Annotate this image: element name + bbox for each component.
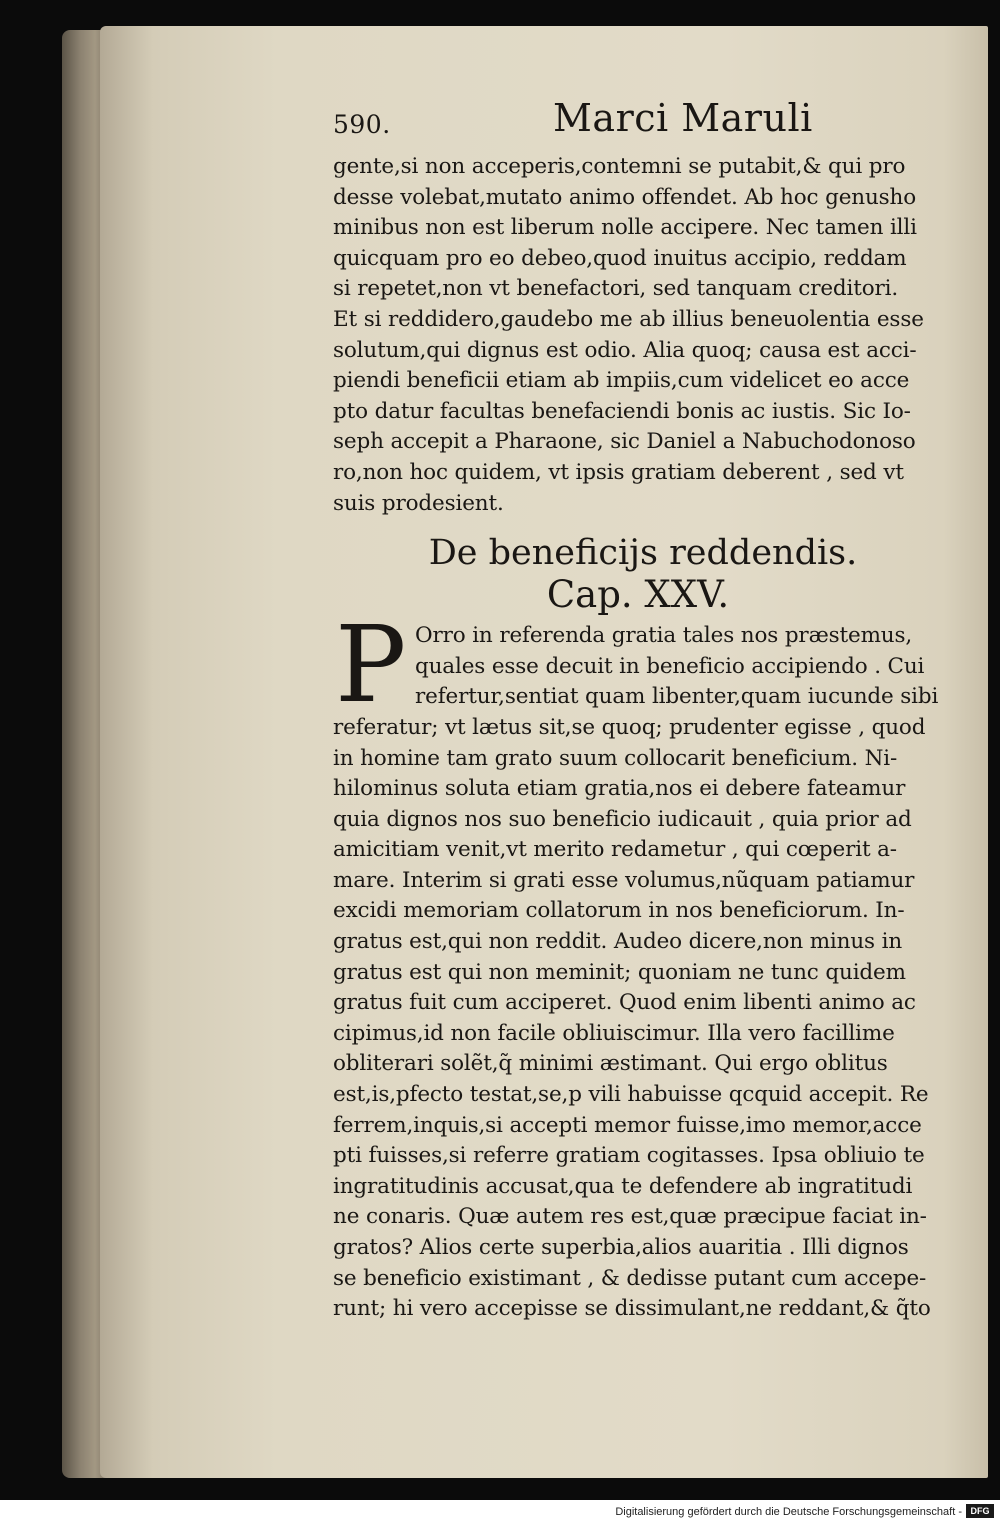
text-line: seph accepit a Pharaone, sic Daniel a Nabuchodonoso xyxy=(333,429,916,455)
text-line: ferrem,inquis,si accepti memor fuisse,imo memor,acce xyxy=(333,1112,922,1138)
text-line: gratus est,qui non reddit. Audeo dicere,non minus in xyxy=(333,929,903,955)
text-line: quicquam pro eo debeo,quod inuitus accipio, reddam xyxy=(333,245,907,271)
text-line: piendi beneficii etiam ab impiis,cum videlicet eo acce xyxy=(333,368,910,394)
text-line: desse volebat,mutato animo offendet. Ab hoc genusho xyxy=(333,184,917,210)
text-line: amicitiam venit,vt merito redametur , qui cœperit a- xyxy=(333,837,897,863)
text-line: excidi memoriam collatorum in nos beneficiorum. In- xyxy=(333,898,905,924)
text-line: referatur; vt lætus sit,se quoq; prudenter egisse , quod xyxy=(333,714,926,740)
drop-cap: P xyxy=(335,603,407,727)
text-line: solutum,qui dignus est odio. Alia quoq; causa est acci- xyxy=(333,337,917,363)
text-line: quia dignos nos suo beneficio iudicauit , quia prior ad xyxy=(333,806,912,832)
text-line: gratos? Alios certe superbia,alios auaritia . Illi dignos xyxy=(333,1235,909,1260)
text-line: est,is,pfecto testat,se,p vili habuisse qcquid accepit. Re xyxy=(333,1082,929,1108)
text-line: gratus est qui non meminit; quoniam ne tunc quidem xyxy=(333,959,906,985)
text-line: hilominus soluta etiam gratia,nos ei debere fateamur xyxy=(333,776,906,802)
text-line: mare. Interim si grati esse volumus,nũquam patiamur xyxy=(333,867,915,893)
text-line: quales esse decuit in beneficio accipiendo . Cui xyxy=(415,653,925,679)
text-line: Orro in referenda gratia tales nos præstemus, xyxy=(415,623,913,649)
footer-credit: Digitalisierung gefördert durch die Deutsche Forschungsgemeinschaft - xyxy=(615,1506,962,1518)
text-line: Et si reddidero,gaudebo me ab illius beneuolentia esse xyxy=(333,306,924,332)
text-line: ne conaris. Quæ autem res est,quæ præcipue faciat in- xyxy=(333,1204,927,1230)
text-line: suis prodesient. xyxy=(333,490,504,516)
text-line: ro,non hoc quidem, vt ipsis gratiam deberent , sed vt xyxy=(333,459,904,485)
running-title: Marci Maruli xyxy=(553,96,813,140)
chapter-title: De beneficijs reddendis. xyxy=(428,533,858,574)
text-line: in homine tam grato suum collocarit beneficium. Ni- xyxy=(333,745,898,771)
text-line: si repetet,non vt benefactori, sed tanquam creditori. xyxy=(333,276,899,302)
text-line: pti fuisses,si referre gratiam cogitasses. Ipsa obliuio te xyxy=(333,1143,925,1169)
chapter-number: Cap. XXV. xyxy=(546,573,730,617)
text-line: pto datur facultas benefaciendi bonis ac iustis. Sic Io- xyxy=(333,398,911,424)
footer-bar xyxy=(0,1500,1000,1524)
text-block xyxy=(333,96,973,1325)
text-line: gente,si non acceperis,contemni se putabit,& qui pro xyxy=(333,154,906,179)
chapter-body xyxy=(333,603,973,1325)
text-line: minibus non est liberum nolle accipere. Nec tamen illi xyxy=(333,215,917,241)
dfg-logo-icon: DFG xyxy=(966,1504,994,1518)
text-line: ingratitudinis accusat,qua te defendere ab ingratitudi xyxy=(333,1173,913,1199)
body-text xyxy=(333,152,973,519)
text-line: obliterari solẽt,q̃ minimi æstimant. Qui ergo oblitus xyxy=(333,1051,888,1077)
text-line: refertur,sentiat quam libenter,quam iucunde sibi xyxy=(415,684,939,710)
page-number: 590. xyxy=(333,110,391,139)
running-head xyxy=(333,96,973,152)
text-line: runt; hi vero accepisse se dissimulant,ne reddant,& q̃to xyxy=(333,1296,931,1322)
text-line: se beneficio existimant , & dedisse putant cum accepe- xyxy=(333,1265,927,1291)
text-line: cipimus,id non facile obliuiscimur. Illa vero facillime xyxy=(333,1020,895,1046)
text-line: gratus fuit cum acciperet. Quod enim libenti animo ac xyxy=(333,990,916,1016)
